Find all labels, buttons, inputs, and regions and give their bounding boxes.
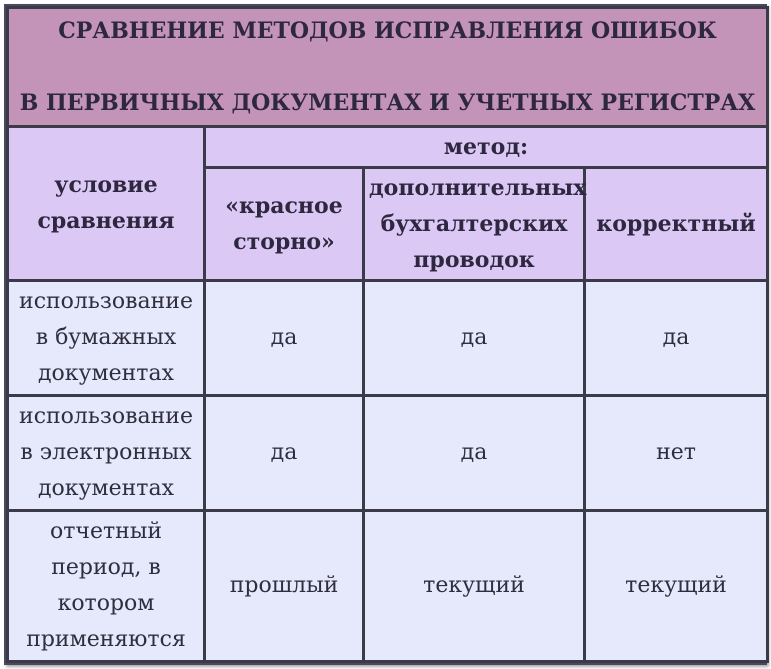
row-value: прошлый: [206, 512, 362, 660]
header-method-additional-entries: дополнительных бухгалтерских проводок: [365, 169, 583, 279]
comparison-table: [6, 6, 769, 663]
header-method-corrective: корректный: [586, 169, 766, 279]
row-value: да: [206, 282, 362, 394]
row-value: текущий: [365, 512, 583, 660]
row-value: да: [206, 397, 362, 509]
table-title-line-2: В ПЕРВИЧНЫХ ДОКУМЕНТАХ И УЧЕТНЫХ РЕГИСТРАХ: [19, 89, 756, 116]
row-value: да: [586, 282, 766, 394]
table-title: [9, 9, 766, 125]
header-condition: условие сравнения: [9, 128, 203, 279]
row-value: текущий: [586, 512, 766, 660]
table-row: [9, 512, 766, 660]
comparison-table-frame: [4, 4, 767, 665]
row-condition: использование в электронных документах: [9, 397, 203, 509]
table-row: [9, 282, 766, 394]
row-value: нет: [586, 397, 766, 509]
row-value: да: [365, 282, 583, 394]
header-method-red-storno: «красное сторно»: [206, 169, 362, 279]
row-condition: отчетный период, в котором применяются: [9, 512, 203, 660]
row-value: да: [365, 397, 583, 509]
header-method: метод:: [206, 128, 766, 167]
table-row: [9, 397, 766, 509]
row-condition: использование в бумажных документах: [9, 282, 203, 394]
table-title-line-1: СРАВНЕНИЕ МЕТОДОВ ИСПРАВЛЕНИЯ ОШИБОК: [58, 17, 717, 44]
